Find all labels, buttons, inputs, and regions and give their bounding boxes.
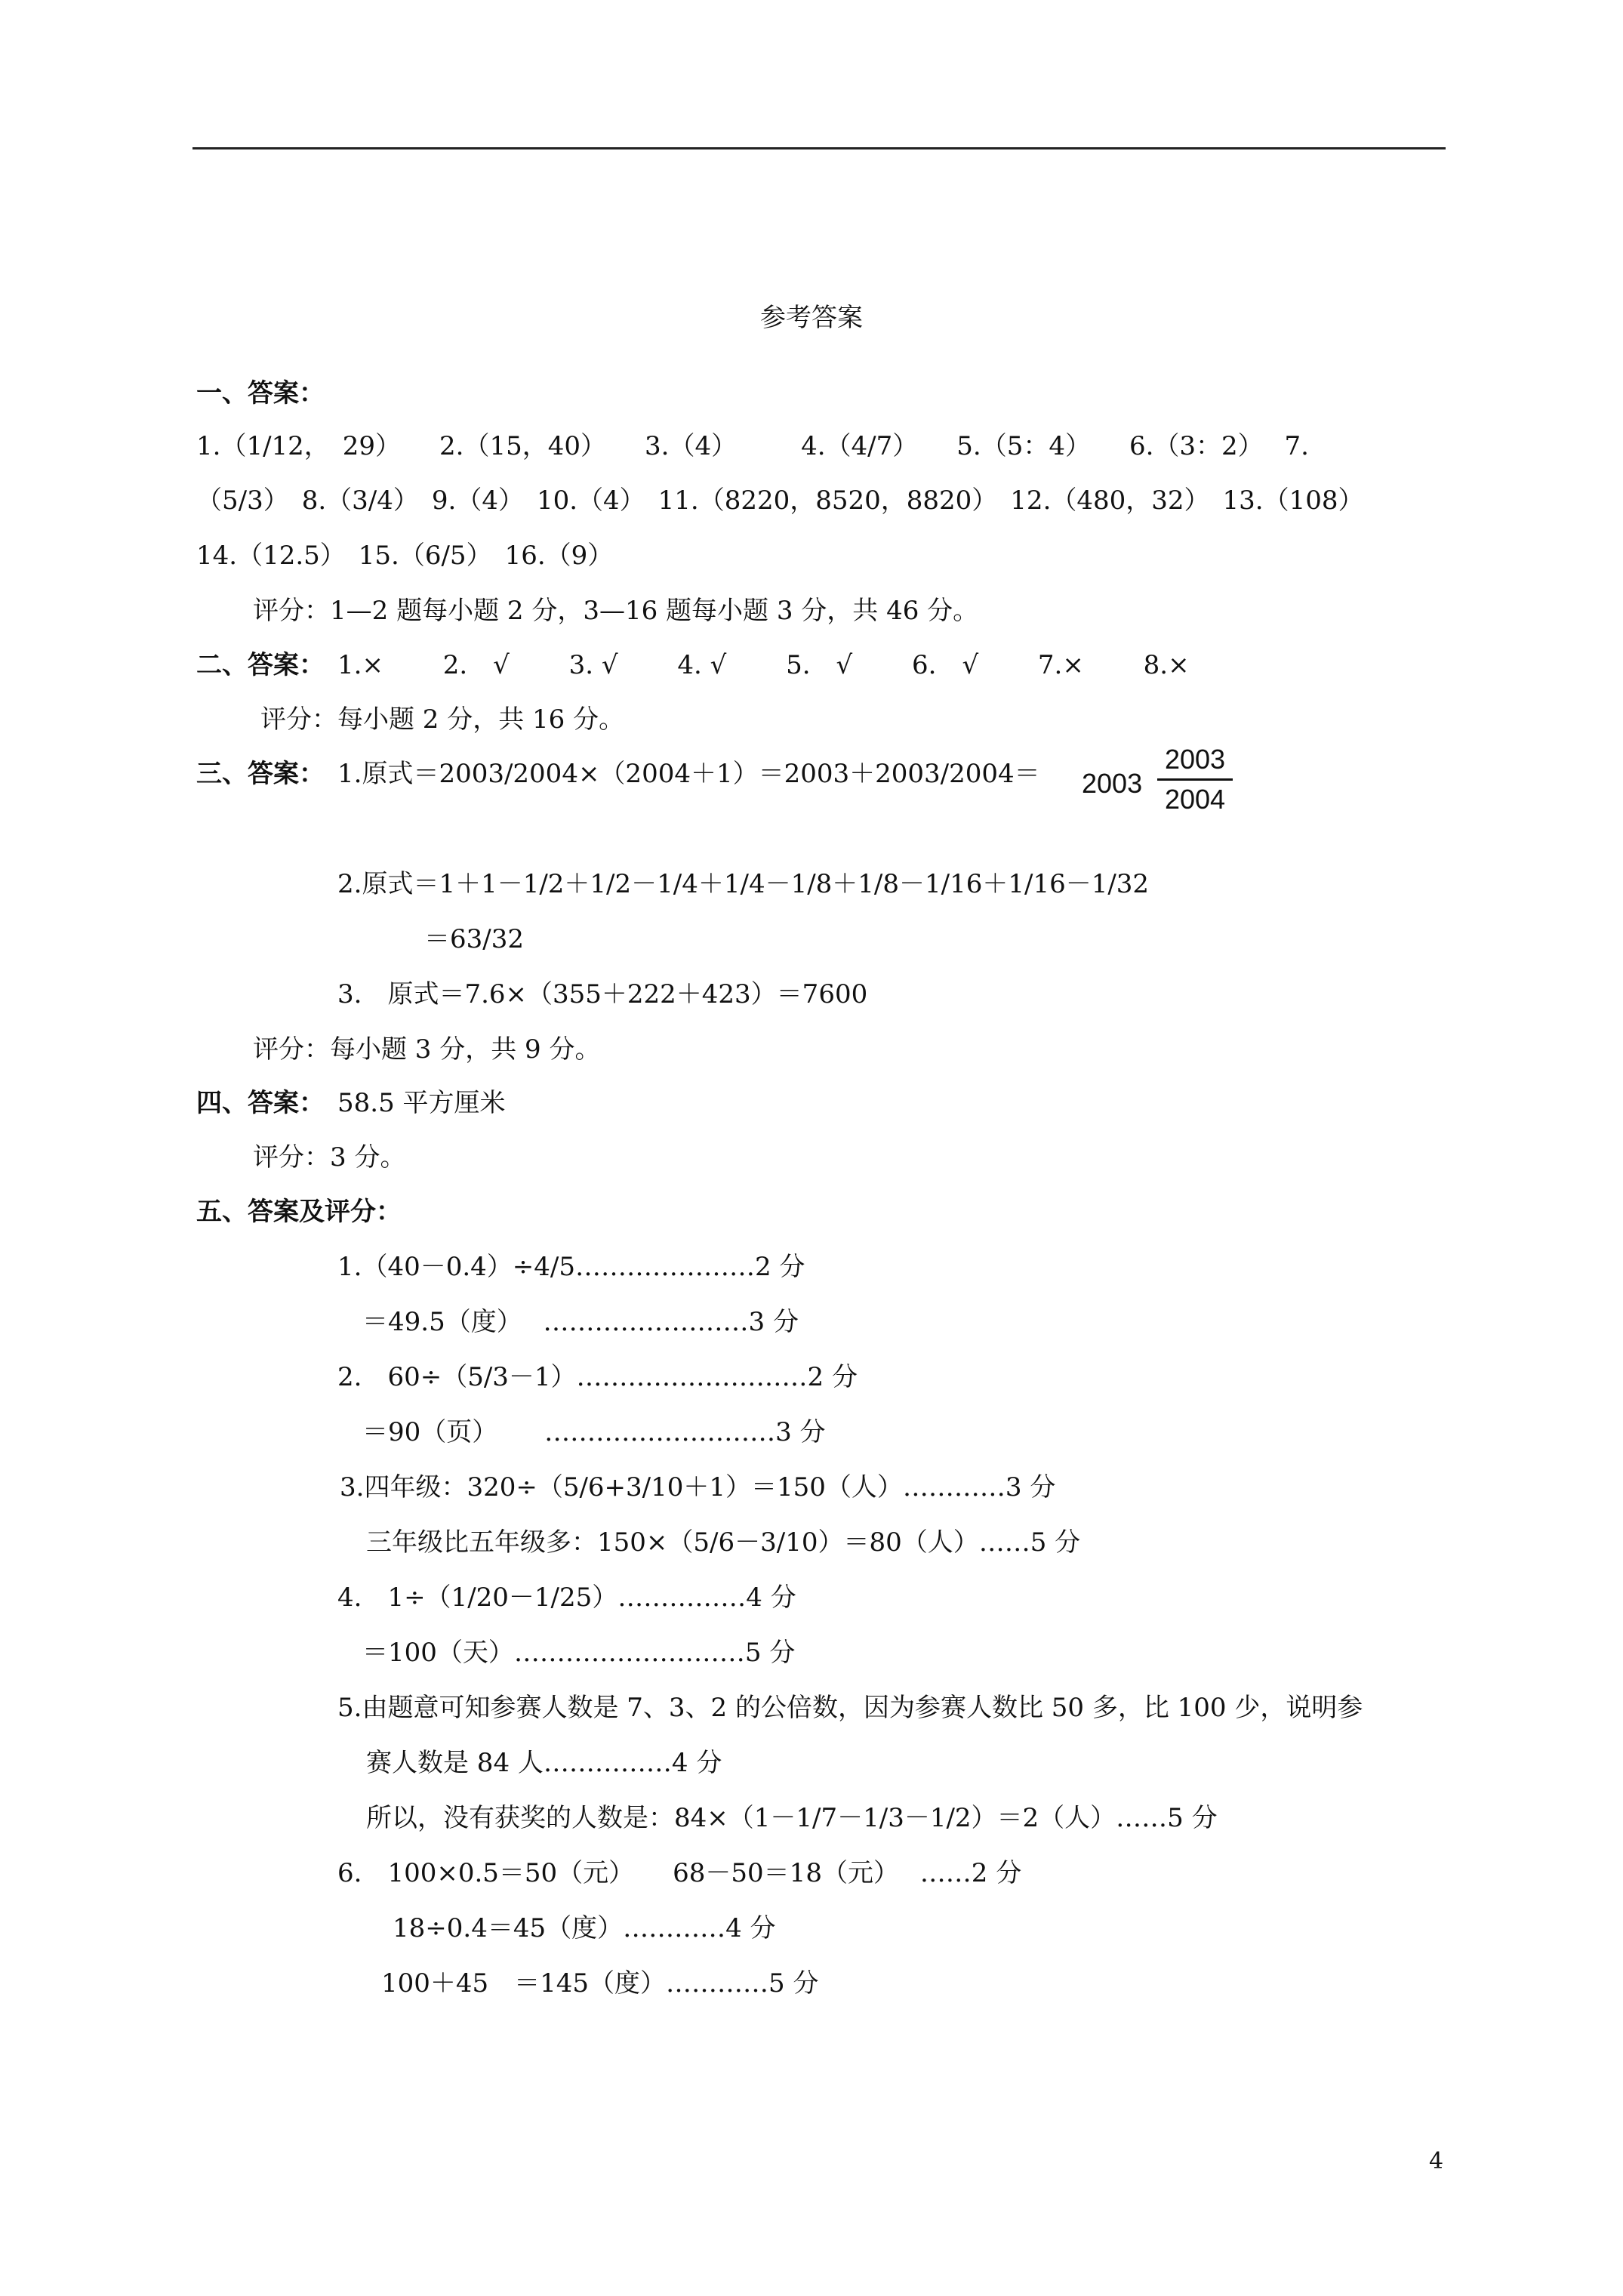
section-5-item-2-step-1: 2. 60÷（5/3－1）………………………2 分 — [337, 1362, 858, 1392]
section-5-item-5-line-1: 5.由题意可知参赛人数是 7、3、2 的公倍数，因为参赛人数比 50 多，比 100 少，说明参 — [337, 1693, 1363, 1723]
section-5-item-5-line-2: 赛人数是 84 人……………4 分 — [366, 1748, 722, 1778]
section-5-item-3-step-2: 三年级比五年级多：150×（5/6－3/10）＝80（人）……5 分 — [366, 1527, 1081, 1558]
section-2-heading: 二、答案： — [196, 650, 325, 680]
fraction-bar — [1157, 778, 1233, 781]
section-1-scoring: 评分：1—2 题每小题 2 分，3—16 题每小题 3 分，共 46 分。 — [253, 596, 979, 626]
section-1-line-2: （5/3） 8.（3/4） 9.（4） 10.（4） 11.（8220，8520，8820） 12.（480，32） 13.（108） — [196, 485, 1364, 516]
section-5-item-5-line-3: 所以，没有获奖的人数是：84×（1－1/7－1/3－1/2）＝2（人）……5 分 — [366, 1803, 1218, 1833]
page-number: 4 — [1429, 2148, 1444, 2174]
fraction-numerator: 2003 — [1164, 744, 1226, 775]
section-4-answer: 58.5 平方厘米 — [337, 1088, 506, 1118]
section-5-heading: 五、答案及评分： — [196, 1197, 402, 1227]
section-3-heading: 三、答案： — [196, 759, 325, 789]
section-3-item-1: 1.原式＝2003/2004×（2004＋1）＝2003＋2003/2004＝ — [337, 759, 1040, 789]
fraction-denominator: 2004 — [1164, 784, 1226, 815]
section-3-item-2: 2.原式＝1＋1－1/2＋1/2－1/4＋1/4－1/8＋1/8－1/16＋1/16－1/32 — [337, 869, 1150, 899]
section-5-item-3-step-1: 3.四年级：320÷（5/6+3/10＋1）＝150（人）…………3 分 — [340, 1472, 1056, 1502]
section-5-item-1-step-1: 1.（40－0.4）÷4/5…………………2 分 — [337, 1252, 805, 1282]
section-4-scoring: 评分：3 分。 — [253, 1142, 406, 1173]
section-2-answers: 1.× 2. √ 3. √ 4. √ 5. √ 6. √ 7.× 8.× — [337, 650, 1190, 680]
section-1-line-3: 14.（12.5） 15.（6/5） 16.（9） — [196, 541, 614, 571]
section-5-item-1-step-2: ＝49.5（度） ……………………3 分 — [362, 1307, 799, 1337]
page-title: 参考答案 — [760, 303, 863, 333]
section-5-item-2-step-2: ＝90（页） ………………………3 分 — [362, 1417, 826, 1447]
section-1-line-1: 1.（1/12， 29） 2.（15，40） 3.（4） 4.（4/7） 5.（5：4） 6.（3：2） 7. — [196, 431, 1309, 461]
section-5-item-4-step-2: ＝100（天）………………………5 分 — [362, 1638, 796, 1668]
section-5-item-4-step-1: 4. 1÷（1/20－1/25）……………4 分 — [337, 1583, 796, 1613]
section-5-item-6-step-1: 6. 100×0.5＝50（元） 68－50＝18（元） ……2 分 — [337, 1858, 1022, 1888]
section-5-item-6-step-3: 100＋45 ＝145（度）…………5 分 — [381, 1968, 819, 1999]
section-1-heading: 一、答案： — [196, 378, 325, 408]
section-3-item-2-result: ＝63/32 — [424, 924, 524, 954]
section-2-scoring: 评分：每小题 2 分，共 16 分。 — [260, 704, 625, 735]
section-5-item-6-step-2: 18÷0.4＝45（度）…………4 分 — [393, 1913, 776, 1943]
header-rule — [192, 147, 1446, 149]
section-3-item-3: 3. 原式＝7.6×（355＋222＋423）＝7600 — [337, 979, 868, 1009]
section-4-heading: 四、答案： — [196, 1088, 325, 1118]
mixed-number-whole: 2003 — [1082, 768, 1143, 799]
section-3-scoring: 评分：每小题 3 分，共 9 分。 — [253, 1034, 601, 1065]
